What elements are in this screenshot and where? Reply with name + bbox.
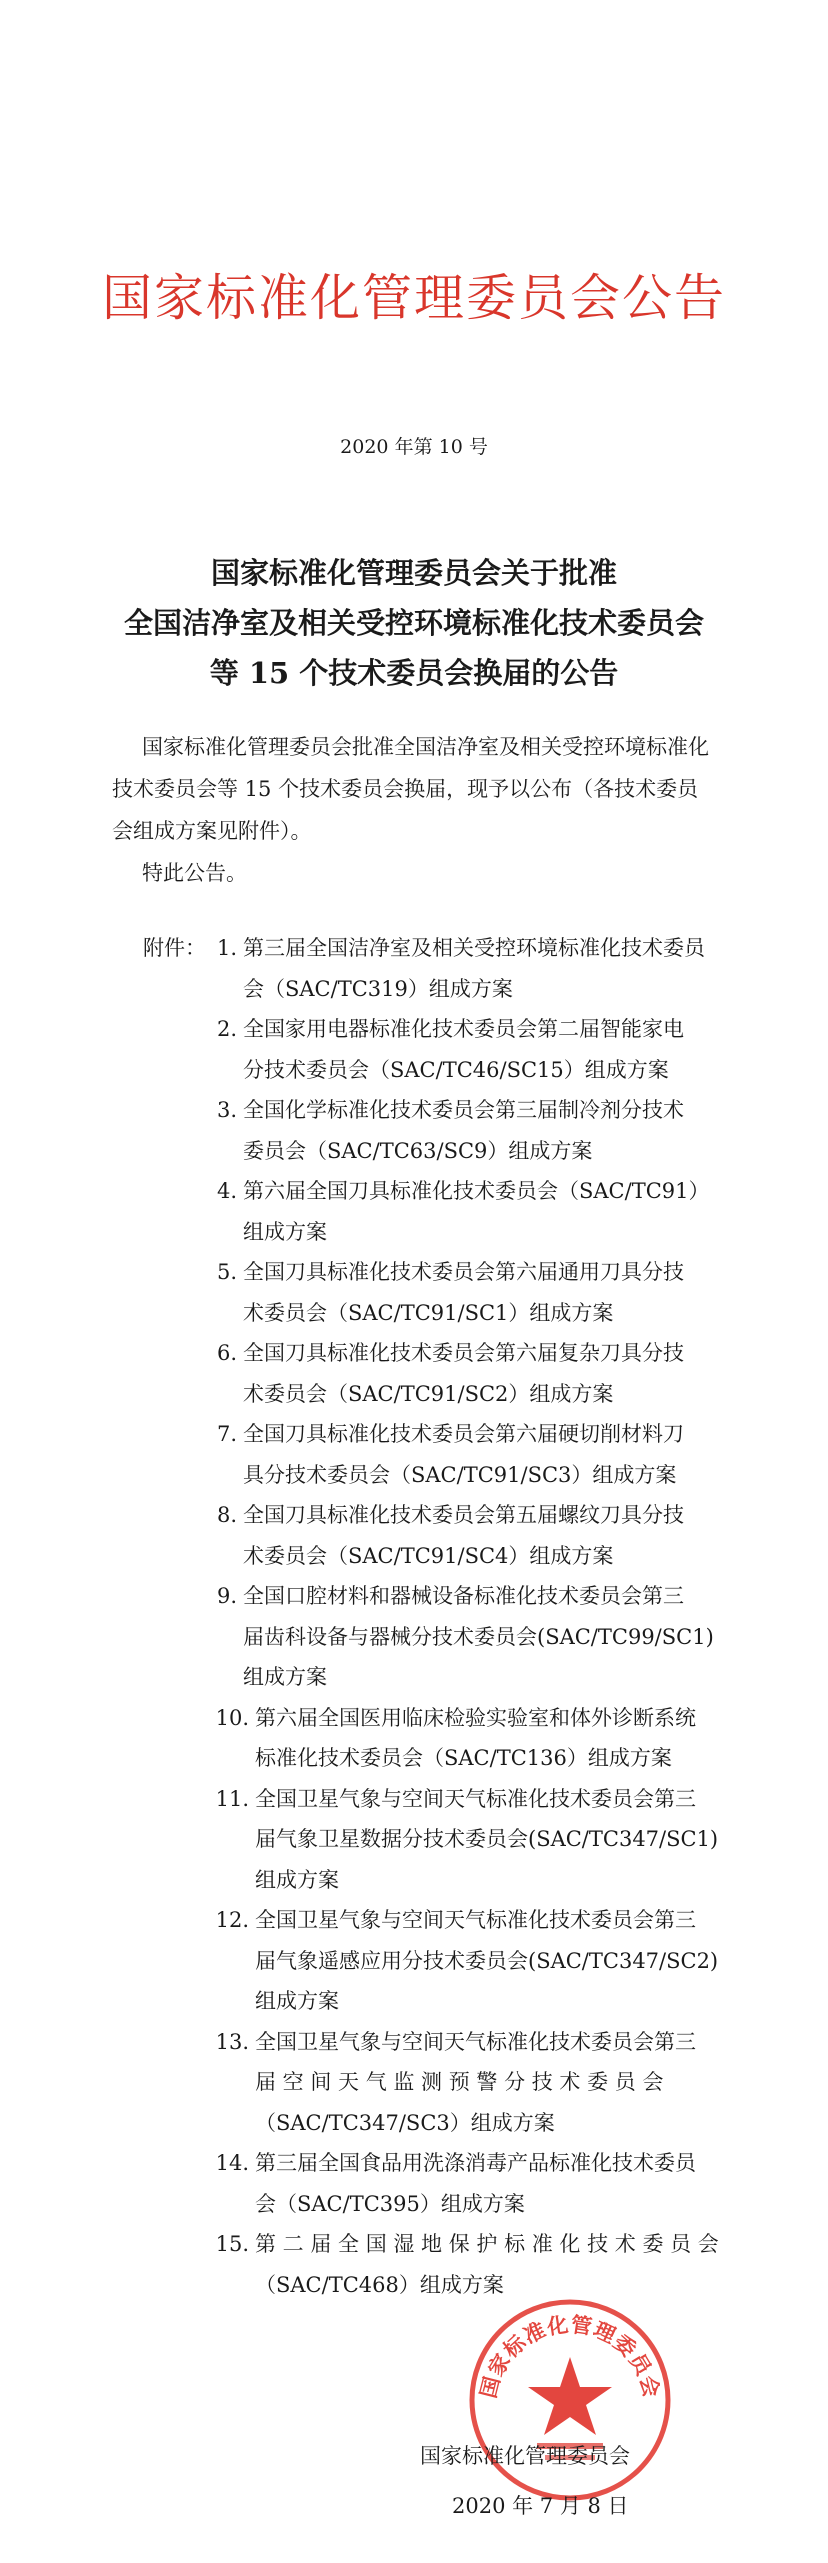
attachment-number: 6. bbox=[216, 1341, 237, 1365]
attachment-item bbox=[143, 1576, 743, 1698]
attachment-line: 第三届全国食品用洗涤消毒产品标准化技术委员 bbox=[255, 2151, 696, 2175]
attachment-line: 届齿科设备与器械分技术委员会(SAC/TC99/SC1) bbox=[243, 1624, 714, 1649]
attachment-item bbox=[143, 2224, 743, 2305]
attachment-number: 13. bbox=[215, 2029, 249, 2054]
attachment-line: 具分技术委员会（SAC/TC91/SC3）组成方案 bbox=[243, 1462, 677, 1487]
attachment-number: 7. bbox=[216, 1422, 237, 1446]
attachment-line: 标准化技术委员会（SAC/TC136）组成方案 bbox=[255, 1746, 672, 1770]
attachment-line: 会（SAC/TC395）组成方案 bbox=[255, 2191, 525, 2216]
paragraph-line: 会组成方案见附件）。 bbox=[112, 819, 312, 843]
attachment-line: 第 二 届 全 国 湿 地 保 护 标 准 化 技 术 委 员 会 bbox=[255, 2232, 719, 2256]
attachment-item bbox=[143, 1090, 743, 1171]
attachment-line: 第六届全国医用临床检验实验室和体外诊断系统 bbox=[255, 1705, 696, 1730]
attachment-item bbox=[143, 2143, 743, 2224]
attachment-number: 3. bbox=[216, 1098, 237, 1122]
attachment-item bbox=[143, 1333, 743, 1414]
attachment-item bbox=[143, 928, 743, 1009]
attachment-number: 1. bbox=[216, 936, 237, 960]
attachment-number: 11. bbox=[215, 1786, 249, 1811]
attachment-line: 会（SAC/TC319）组成方案 bbox=[243, 976, 513, 1001]
attachment-number: 12. bbox=[215, 1908, 249, 1932]
announcement-title bbox=[0, 548, 828, 698]
attachment-number: 2. bbox=[216, 1017, 237, 1041]
attachment-item bbox=[143, 1495, 743, 1576]
attachment-line: 分技术委员会（SAC/TC46/SC15）组成方案 bbox=[243, 1057, 669, 1082]
attachment-item bbox=[143, 1414, 743, 1495]
attachment-prefix: 附件： bbox=[143, 936, 206, 960]
attachment-line: 届 空 间 天 气 监 测 预 警 分 技 术 委 员 会 bbox=[255, 2070, 664, 2094]
attachment-number: 4. bbox=[216, 1179, 237, 1203]
attachment-line: 术委员会（SAC/TC91/SC1）组成方案 bbox=[243, 1300, 614, 1325]
attachment-line: 全国家用电器标准化技术委员会第二届智能家电 bbox=[243, 1017, 684, 1041]
attachment-line: 组成方案 bbox=[243, 1665, 327, 1689]
attachment-line: （SAC/TC468）组成方案 bbox=[255, 2272, 504, 2297]
signature-organization: 国家标准化管理委员会 bbox=[420, 2444, 630, 2468]
attachment-line: 全国口腔材料和器械设备标准化技术委员会第三 bbox=[243, 1584, 684, 1608]
attachment-line: 届气象遥感应用分技术委员会(SAC/TC347/SC2) bbox=[255, 1948, 719, 1973]
body-paragraph bbox=[112, 726, 738, 852]
attachment-number: 9. bbox=[216, 1584, 237, 1608]
attachment-item bbox=[143, 2022, 743, 2144]
closing-notice: 特此公告。 bbox=[142, 861, 247, 885]
attachment-list bbox=[143, 928, 743, 2305]
signature-date: 2020 年 7 月 8 日 bbox=[452, 2494, 629, 2518]
attachment-line: 全国刀具标准化技术委员会第五届螺纹刀具分技 bbox=[243, 1503, 684, 1527]
title-line: 国家标准化管理委员会关于批准 bbox=[210, 556, 617, 590]
attachment-line: 全国卫星气象与空间天气标准化技术委员会第三 bbox=[255, 1786, 696, 1811]
title-line: 等 15 个技术委员会换届的公告 bbox=[209, 656, 619, 690]
attachment-line: 全国化学标准化技术委员会第三届制冷剂分技术 bbox=[243, 1098, 684, 1122]
official-seal bbox=[465, 2295, 675, 2505]
signature-block bbox=[410, 2295, 740, 2555]
attachment-item bbox=[143, 1779, 743, 1901]
attachment-line: 全国刀具标准化技术委员会第六届硬切削材料刀 bbox=[243, 1422, 684, 1446]
attachment-number: 5. bbox=[216, 1260, 237, 1284]
attachment-number: 15. bbox=[215, 2232, 249, 2256]
attachment-item bbox=[143, 1171, 743, 1252]
attachment-item bbox=[143, 1698, 743, 1779]
seal-star bbox=[528, 2357, 612, 2435]
attachment-line: 组成方案 bbox=[255, 1867, 339, 1892]
attachment-line: 委员会（SAC/TC63/SC9）组成方案 bbox=[243, 1138, 593, 1163]
announcement-body bbox=[112, 726, 738, 894]
attachment-line: 全国卫星气象与空间天气标准化技术委员会第三 bbox=[255, 1908, 696, 1932]
attachment-line: 组成方案 bbox=[243, 1219, 327, 1244]
attachment-line: 第六届全国刀具标准化技术委员会（SAC/TC91） bbox=[243, 1179, 710, 1203]
attachment-item bbox=[143, 1252, 743, 1333]
attachment-line: 届气象卫星数据分技术委员会(SAC/TC347/SC1) bbox=[255, 1827, 719, 1851]
attachment-line: 术委员会（SAC/TC91/SC2）组成方案 bbox=[243, 1381, 614, 1406]
attachment-number: 10. bbox=[215, 1705, 249, 1730]
paragraph-line: 技术委员会等 15 个技术委员会换届，现予以公布（各技术委员 bbox=[112, 777, 699, 801]
attachment-line: 第三届全国洁净室及相关受控环境标准化技术委员 bbox=[243, 936, 705, 960]
document-number: 2020 年第 10 号 bbox=[340, 436, 488, 458]
attachment-line: 全国卫星气象与空间天气标准化技术委员会第三 bbox=[255, 2029, 696, 2054]
attachment-number: 8. bbox=[216, 1503, 237, 1527]
title-line: 全国洁净室及相关受控环境标准化技术委员会 bbox=[123, 606, 704, 640]
seal-text: 国家标准化管理委员会 bbox=[475, 2311, 665, 2401]
paragraph-line: 国家标准化管理委员会批准全国洁净室及相关受控环境标准化 bbox=[142, 735, 709, 759]
attachment-line: 全国刀具标准化技术委员会第六届通用刀具分技 bbox=[243, 1260, 684, 1284]
attachment-line: （SAC/TC347/SC3）组成方案 bbox=[255, 2110, 555, 2135]
attachment-line: 术委员会（SAC/TC91/SC4）组成方案 bbox=[243, 1543, 614, 1568]
attachment-item bbox=[143, 1009, 743, 1090]
attachment-number: 14. bbox=[215, 2151, 249, 2175]
announcement-header: 国家标准化管理委员会公告 bbox=[102, 269, 726, 327]
attachment-line: 全国刀具标准化技术委员会第六届复杂刀具分技 bbox=[243, 1341, 684, 1365]
attachment-item bbox=[143, 1900, 743, 2022]
attachment-line: 组成方案 bbox=[255, 1989, 339, 2013]
